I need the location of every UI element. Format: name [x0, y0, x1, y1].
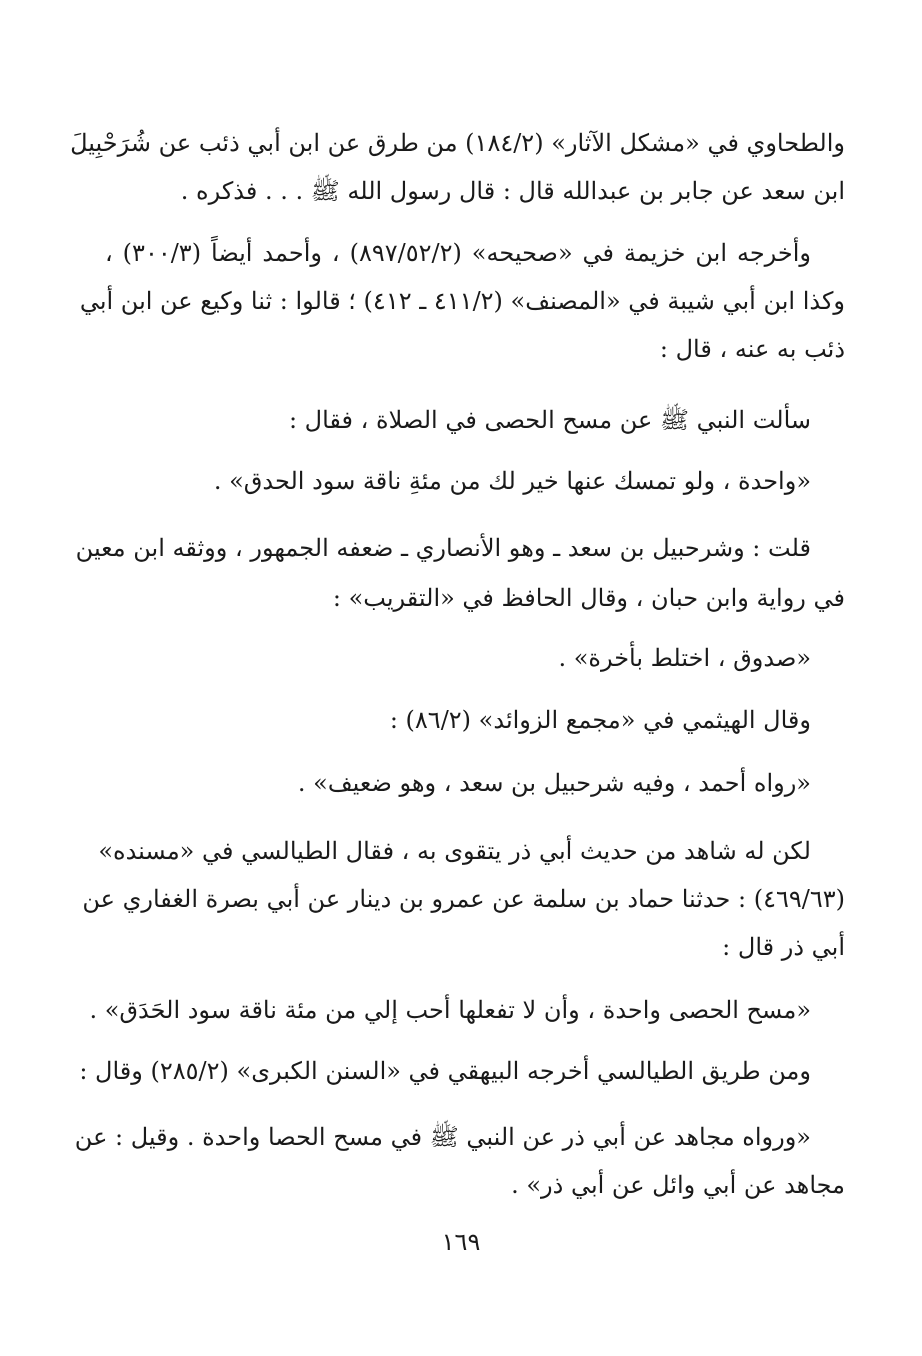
text-line: ومن طريق الطيالسي أخرجه البيهقي في «السنن الكبرى» (٢٨٥/٢) وقال :	[79, 1057, 811, 1085]
text-line: والطحاوي في «مشكل الآثار» (١٨٤/٢) من طرق عن ابن أبي ذئب عن شُرَحْبِيلَ	[70, 129, 845, 157]
text-line: «رواه أحمد ، وفيه شرحبيل بن سعد ، وهو ضعيف» .	[297, 769, 811, 797]
text-line: أبي ذر قال :	[722, 933, 845, 961]
page-number: ١٦٩	[441, 1228, 481, 1256]
text-line: وكذا ابن أبي شيبة في «المصنف» (٤١١/٢ ـ ٤١٢) ؛ قالوا : ثنا وكيع عن ابن أبي	[79, 287, 845, 315]
text-line: وأخرجه ابن خزيمة في «صحيحه» (٨٩٧/٥٢/٢) ، وأحمد أيضاً (٣٠٠/٣) ،	[105, 239, 811, 267]
text-line: سألت النبي ﷺ عن مسح الحصى في الصلاة ، فقال :	[288, 406, 811, 434]
text-line: مجاهد عن أبي وائل عن أبي ذر» .	[511, 1171, 845, 1199]
text-line: في رواية وابن حبان ، وقال الحافظ في «التقريب» :	[332, 584, 845, 612]
text-line: «واحدة ، ولو تمسك عنها خير لك من مئةِ ناقة سود الحدق» .	[213, 467, 811, 495]
text-line: «ورواه مجاهد عن أبي ذر عن النبي ﷺ في مسح الحصا واحدة . وقيل : عن	[74, 1123, 811, 1151]
text-line: ابن سعد عن جابر بن عبدالله قال : قال رسول الله ﷺ . . . فذكره .	[180, 177, 845, 205]
text-line: «صدوق ، اختلط بأخرة» .	[558, 644, 811, 672]
page-body	[70, 118, 845, 1258]
text-line: وقال الهيثمي في «مجمع الزوائد» (٨٦/٢) :	[389, 706, 811, 734]
text-line: ذئب به عنه ، قال :	[659, 335, 845, 363]
text-line: قلت : وشرحبيل بن سعد ـ وهو الأنصاري ـ ضعفه الجمهور ، ووثقه ابن معين	[75, 534, 811, 562]
text-line: (٤٦٩/٦٣) : حدثنا حماد بن سلمة عن عمرو بن دينار عن أبي بصرة الغفاري عن	[82, 885, 845, 913]
text-line: «مسح الحصى واحدة ، وأن لا تفعلها أحب إلي من مئة ناقة سود الحَدَق» .	[89, 996, 811, 1024]
text-line: لكن له شاهد من حديث أبي ذر يتقوى به ، فقال الطيالسي في «مسنده»	[98, 837, 811, 865]
